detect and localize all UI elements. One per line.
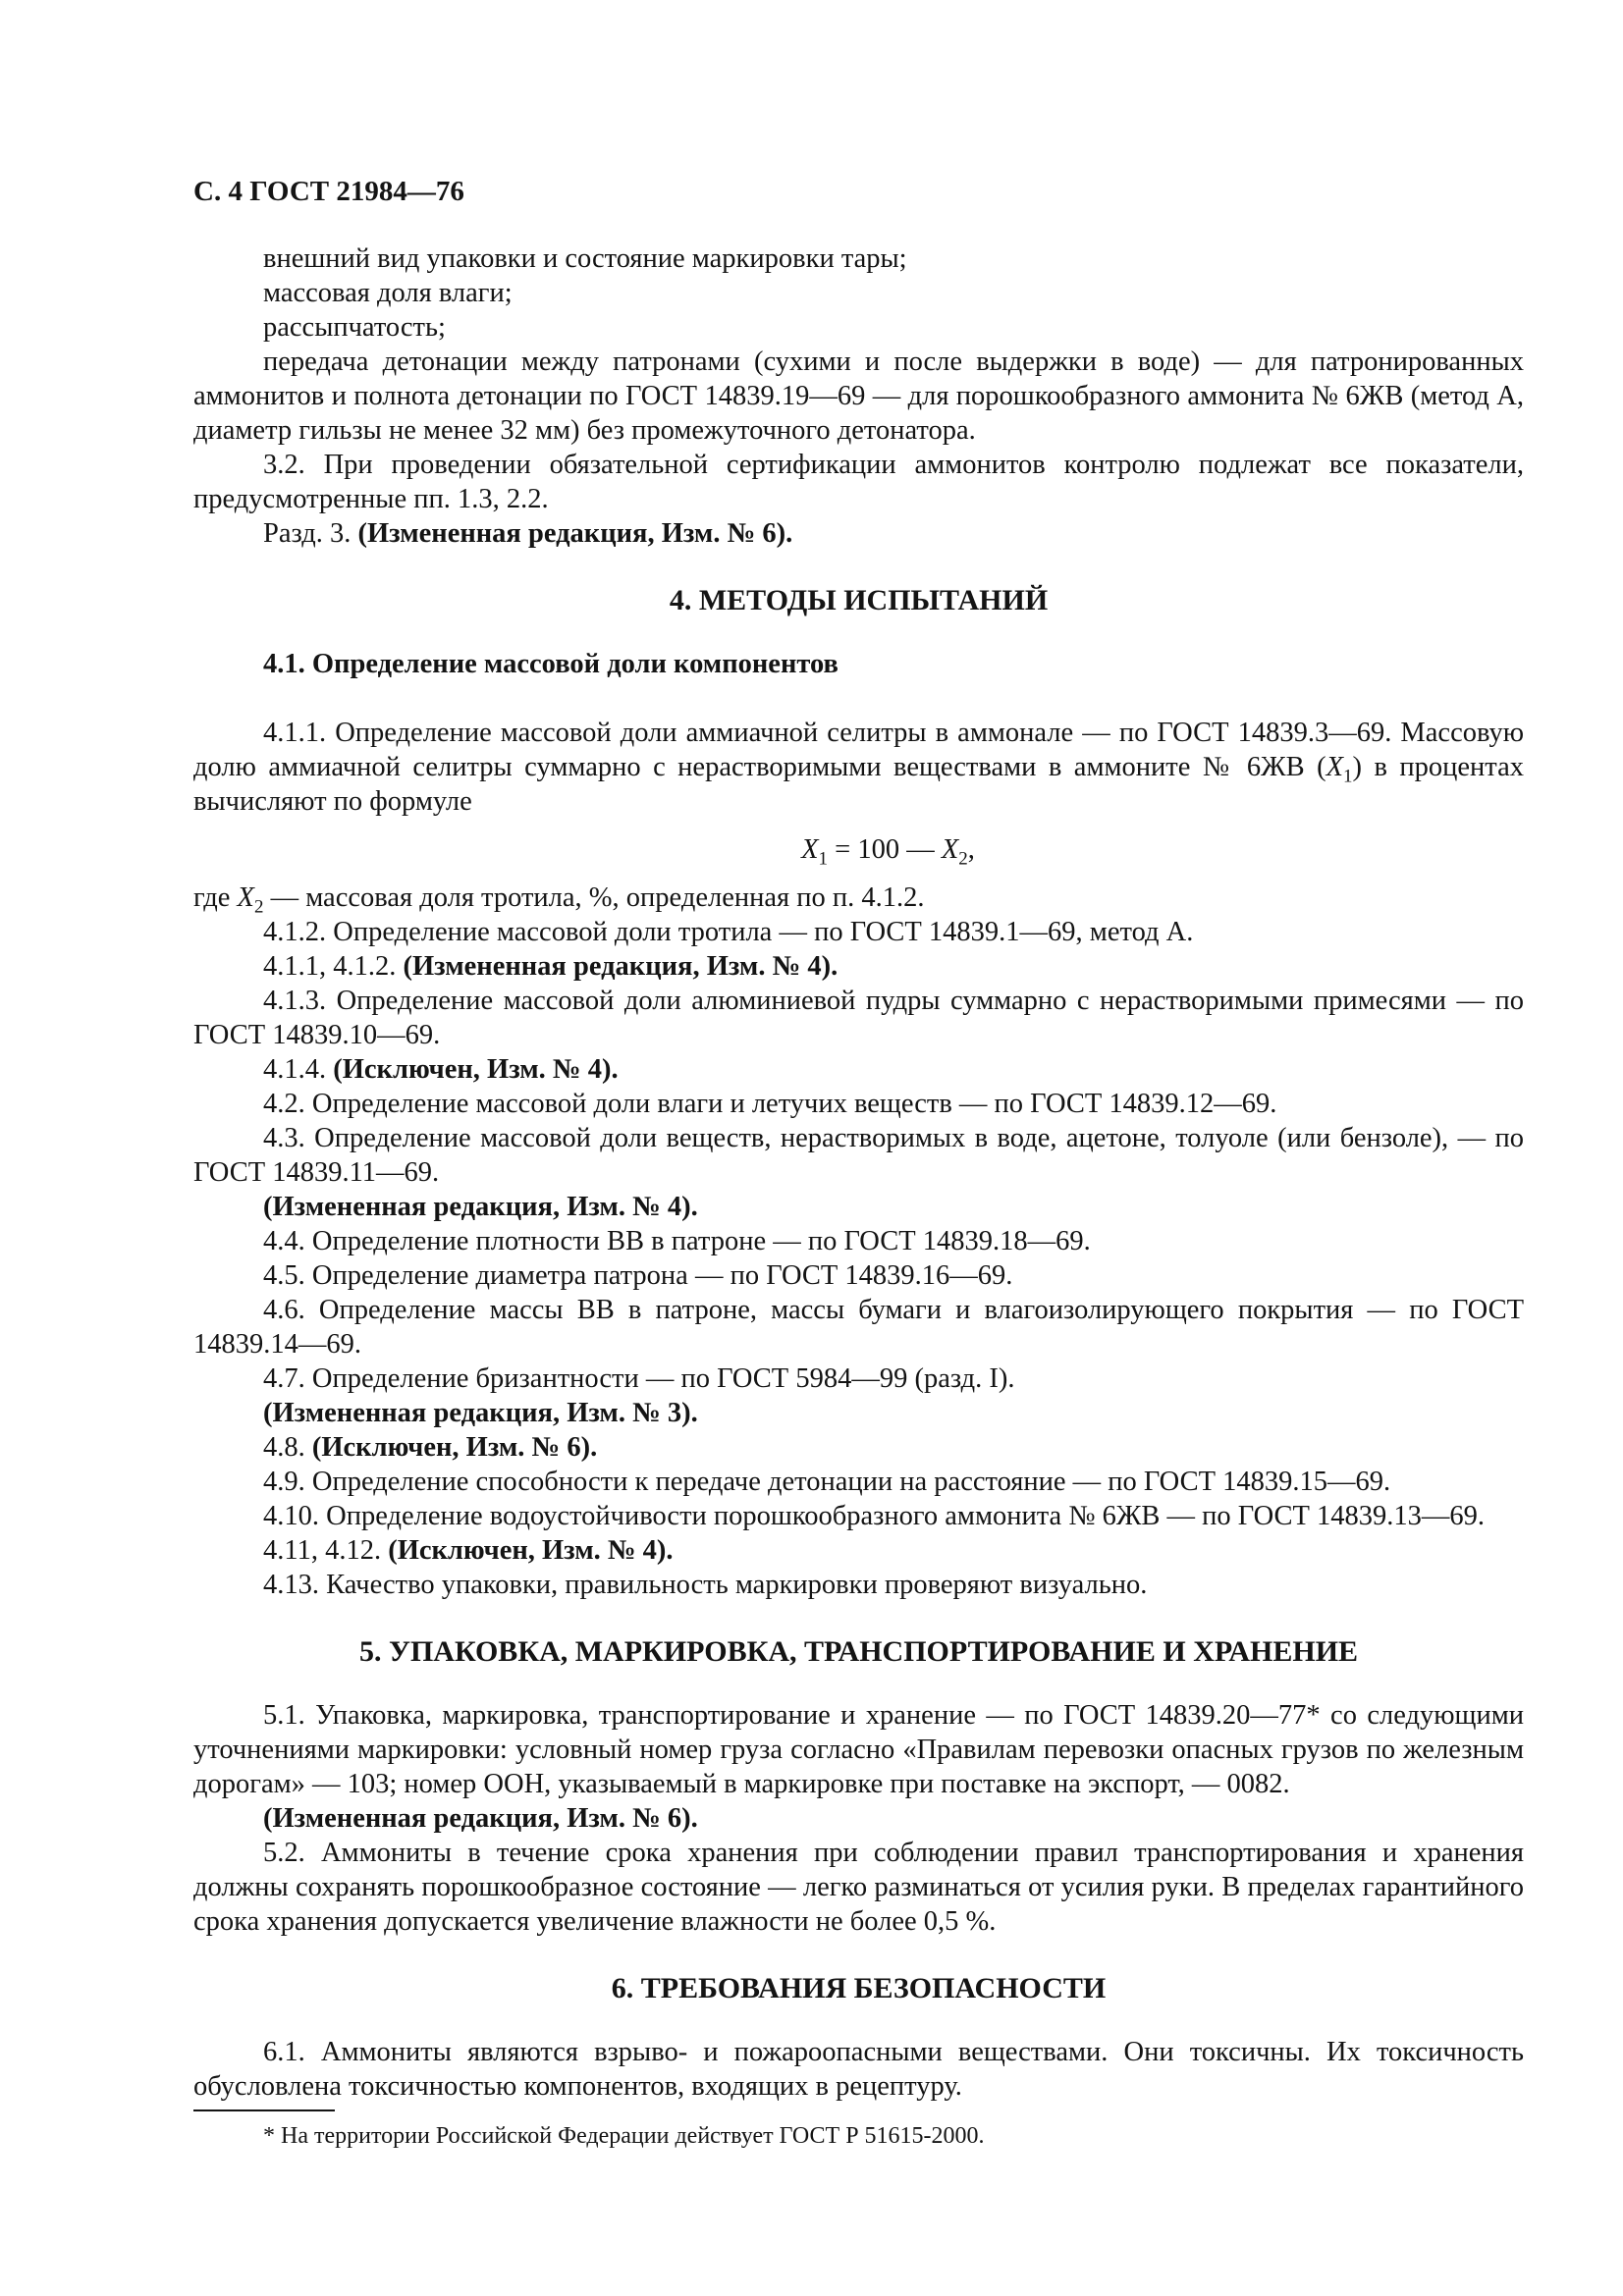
paragraph-6-1: 6.1. Аммониты являются взрыво- и пожароопасными веществами. Они токсичны. Их токсичность обусловлена токсичностью компонентов, входящих в рецептуру.	[193, 2037, 1524, 2102]
paragraph-4-10: 4.10. Определение водоустойчивости порошкообразного аммонита № 6ЖВ — по ГОСТ 14839.13—69.	[263, 1501, 1486, 1531]
paragraph-4-7: 4.7. Определение бризантности — по ГОСТ 5984—99 (разд. I).	[263, 1363, 1015, 1394]
paragraph-5-1: 5.1. Упаковка, маркировка, транспортирование и хранение — по ГОСТ 14839.20—77* со следующими уточнениями маркировки: условный номер груза согласно «Правилам перевозки опасных грузов по железным дорогам» — 103; номер ООН, указываемый в маркировке при поставке на экспорт, — 0082.	[193, 1700, 1524, 1799]
list-item: массовая доля влаги;	[263, 278, 513, 308]
section-title: 5. УПАКОВКА, МАРКИРОВКА, ТРАНСПОРТИРОВАНИЕ И ХРАНЕНИЕ	[358, 1635, 1359, 1668]
footnote-divider	[193, 2109, 335, 2111]
paragraph-4-2: 4.2. Определение массовой доли влаги и летучих веществ — по ГОСТ 14839.12—69.	[263, 1089, 1277, 1119]
list-item: передача детонации между патронами (сухими и после выдержки в воде) — для патронированных аммонитов и полнота детонации по ГОСТ 14839.19—69 — для порошкообразного аммонита № 6ЖВ (метод А, диаметр гильзы не менее 32 мм) без промежуточного детонатора.	[193, 347, 1524, 446]
amendment-note: (Измененная редакция, Изм. № 4).	[263, 1192, 698, 1222]
paragraph-4-8: 4.8. (Исключен, Изм. № 6).	[263, 1432, 598, 1463]
paragraph-4-1-3: 4.1.3. Определение массовой доли алюминиевой пудры суммарно с нерастворимыми примесями — по ГОСТ 14839.10—69.	[193, 986, 1524, 1050]
section-title: 6. ТРЕБОВАНИЯ БЕЗОПАСНОСТИ	[611, 1972, 1107, 2004]
paragraph-4-13: 4.13. Качество упаковки, правильность маркировки проверяют визуально.	[263, 1570, 1148, 1600]
paragraph-3-2: 3.2. При проведении обязательной сертификации аммонитов контролю подлежат все показатели, предусмотренные пп. 1.3, 2.2.	[193, 450, 1524, 514]
paragraph-4-5: 4.5. Определение диаметра патрона — по ГОСТ 14839.16—69.	[263, 1260, 1013, 1291]
paragraph-4-9: 4.9. Определение способности к передаче детонации на расстояние — по ГОСТ 14839.15—69.	[263, 1467, 1391, 1497]
amendment-note: Разд. 3. (Измененная редакция, Изм. № 6).	[263, 518, 793, 549]
paragraph-4-3: 4.3. Определение массовой доли веществ, нерастворимых в воде, ацетоне, толуоле (или бензоле), — по ГОСТ 14839.11—69.	[193, 1123, 1524, 1188]
paragraph-4-11: 4.11, 4.12. (Исключен, Изм. № 4).	[263, 1535, 674, 1566]
paragraph-4-1-1: 4.1.1. Определение массовой доли аммиачной селитры в аммонале — по ГОСТ 14839.3—69. Массовую долю аммиачной селитры суммарно с нерастворимыми веществами в аммоните № 6ЖВ $(X_1)$ в процентах вычисляют по формуле	[193, 718, 1525, 817]
paragraph-4-1-4: 4.1.4. (Исключен, Изм. № 4).	[263, 1054, 619, 1085]
list-item: внешний вид упаковки и состояние маркировки тары;	[263, 243, 907, 274]
subsection-title: 4.1. Определение массовой доли компонентов	[263, 649, 839, 679]
amendment-note: (Измененная редакция, Изм. № 6).	[263, 1803, 698, 1834]
document-page	[193, 175, 1524, 2151]
amendment-note: 4.1.1, 4.1.2. (Измененная редакция, Изм. № 4).	[263, 951, 839, 982]
paragraph-4-6: 4.6. Определение массы ВВ в патроне, массы бумаги и влагоизолирующего покрытия — по ГОСТ 14839.14—69.	[193, 1295, 1524, 1360]
amendment-note: (Измененная редакция, Изм. № 3).	[263, 1398, 698, 1428]
page-header: С. 4 ГОСТ 21984—76	[193, 176, 464, 207]
formula-explanation: где $X_2$ — массовая доля тротила, %, определенная по п. 4.1.2.	[193, 882, 925, 918]
paragraph-5-2: 5.2. Аммониты в течение срока хранения при соблюдении правил транспортирования и хранения должны сохранять порошкообразное состояние — легко разминаться от усилия руки. В пределах гарантийного срока хранения допускается увеличение влажности не более 0,5 %.	[193, 1838, 1524, 1937]
paragraph-4-1-2: 4.1.2. Определение массовой доли тротила — по ГОСТ 14839.1—69, метод А.	[263, 917, 1194, 947]
paragraph-4-4: 4.4. Определение плотности ВВ в патроне — по ГОСТ 14839.18—69.	[263, 1226, 1091, 1256]
formula: $X_1 = 100$ — $X_2$,	[801, 834, 975, 870]
list-item: рассыпчатость;	[263, 312, 446, 343]
section-title: 4. МЕТОДЫ ИСПЫТАНИЙ	[669, 584, 1049, 616]
footnote: * На территории Российской Федерации действует ГОСТ Р 51615-2000.	[263, 2123, 985, 2149]
